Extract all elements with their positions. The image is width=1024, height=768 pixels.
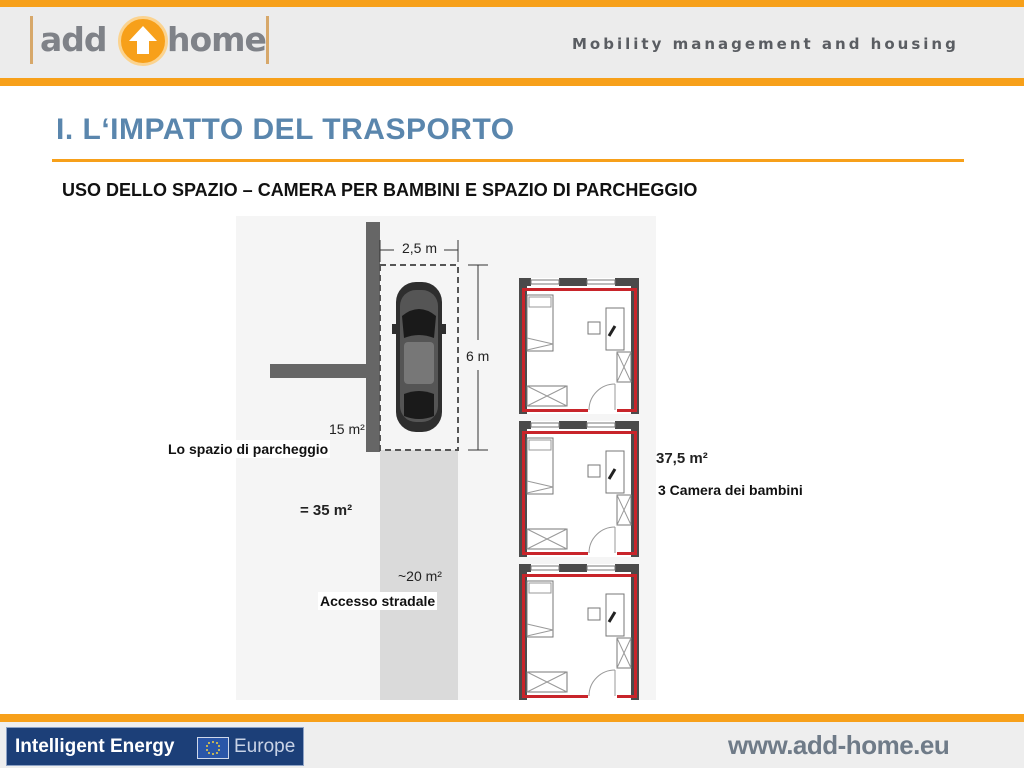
header-divider: [0, 78, 1024, 86]
header-tagline: Mobility management and housing: [572, 35, 959, 53]
page-subtitle: USO DELLO SPAZIO – CAMERA PER BAMBINI E SPAZIO DI PARCHEGGIO: [62, 180, 698, 200]
ie-logo-text: Intelligent Energy: [15, 736, 175, 757]
logo-text-home: home: [167, 20, 266, 59]
up-arrow-icon: [118, 16, 168, 66]
ie-logo-europe: Europe: [234, 736, 296, 757]
rooms-area-label: 37,5 m²: [656, 450, 708, 467]
children-rooms-caption: 3 Camera dei bambini: [658, 482, 803, 498]
logo-bar-left: [30, 16, 33, 64]
footer-divider: [0, 714, 1024, 722]
road-access-caption: Accesso stradale: [320, 593, 436, 609]
logo-text-add: add: [40, 20, 107, 59]
space-comparison-diagram: [236, 216, 656, 700]
road-area-label: ~20 m²: [398, 568, 442, 584]
add-home-logo[interactable]: [30, 16, 270, 68]
length-dimension-label: 6 m: [466, 348, 490, 364]
header-top-stripe: [0, 0, 1024, 7]
title-divider: [52, 159, 964, 162]
page-title: I. L‘IMPATTO DEL TRASPORTO: [56, 113, 515, 146]
intelligent-energy-europe-logo[interactable]: [6, 727, 304, 766]
eu-flag-icon: [197, 737, 229, 759]
website-link[interactable]: www.add-home.eu: [728, 730, 950, 760]
logo-bar-right: [266, 16, 269, 64]
total-area-label: = 35 m²: [300, 502, 353, 519]
parking-area-label: 15 m²: [329, 421, 365, 437]
parking-space-caption: Lo spazio di parcheggio: [168, 441, 329, 457]
width-dimension-label: 2,5 m: [402, 240, 438, 256]
